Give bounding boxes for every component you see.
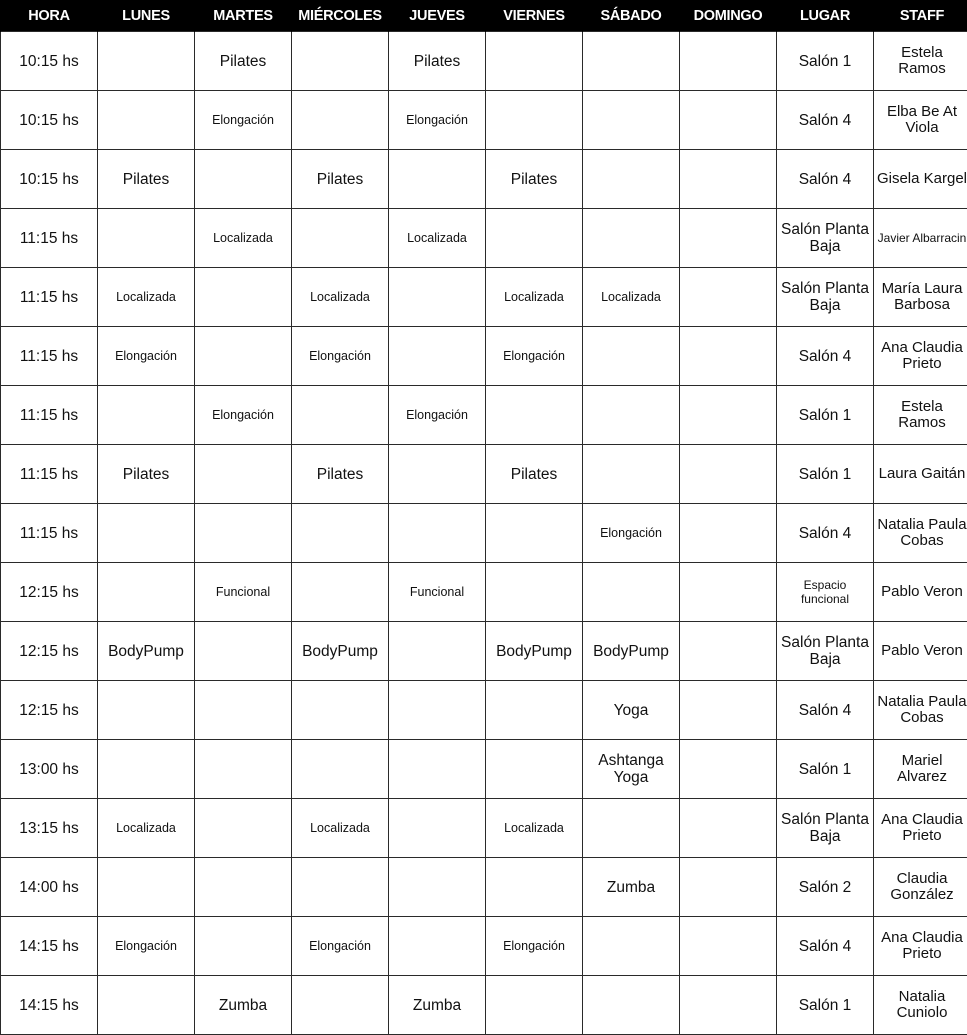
cell-sabado <box>583 563 680 622</box>
cell-staff: Laura Gaitán <box>874 445 967 504</box>
cell-domingo <box>680 858 777 917</box>
cell-lugar: Salón Planta Baja <box>777 622 874 681</box>
cell-martes: Elongación <box>195 386 292 445</box>
cell-miercoles: Localizada <box>292 799 389 858</box>
table-row <box>1 386 967 445</box>
cell-jueves: Elongación <box>389 91 486 150</box>
cell-domingo <box>680 32 777 91</box>
cell-jueves <box>389 858 486 917</box>
cell-sabado: BodyPump <box>583 622 680 681</box>
cell-hora: 11:15 hs <box>1 445 98 504</box>
cell-viernes: Pilates <box>486 150 583 209</box>
cell-hora: 14:15 hs <box>1 917 98 976</box>
header-lunes: LUNES <box>98 0 195 32</box>
cell-hora: 11:15 hs <box>1 504 98 563</box>
cell-sabado <box>583 386 680 445</box>
schedule-header <box>1 0 967 32</box>
cell-jueves <box>389 622 486 681</box>
cell-martes <box>195 268 292 327</box>
table-row <box>1 150 967 209</box>
cell-martes <box>195 858 292 917</box>
header-hora: HORA <box>1 0 98 32</box>
cell-lunes <box>98 976 195 1035</box>
cell-domingo <box>680 445 777 504</box>
cell-viernes <box>486 858 583 917</box>
cell-jueves <box>389 268 486 327</box>
cell-domingo <box>680 327 777 386</box>
cell-jueves <box>389 445 486 504</box>
cell-domingo <box>680 622 777 681</box>
cell-lunes: Pilates <box>98 445 195 504</box>
cell-sabado: Ashtanga Yoga <box>583 740 680 799</box>
cell-martes <box>195 740 292 799</box>
cell-hora: 13:00 hs <box>1 740 98 799</box>
cell-staff: Javier Albarracin <box>874 209 967 268</box>
cell-lunes <box>98 32 195 91</box>
cell-staff: Ana Claudia Prieto <box>874 917 967 976</box>
header-jueves: JUEVES <box>389 0 486 32</box>
cell-viernes: Elongación <box>486 327 583 386</box>
cell-staff: Natalia Paula Cobas <box>874 504 967 563</box>
table-row <box>1 268 967 327</box>
table-row <box>1 976 967 1035</box>
cell-lugar: Salón 4 <box>777 681 874 740</box>
cell-lugar: Salón 4 <box>777 504 874 563</box>
table-row <box>1 917 967 976</box>
cell-miercoles <box>292 504 389 563</box>
cell-hora: 12:15 hs <box>1 563 98 622</box>
header-miercoles: MIÉRCOLES <box>292 0 389 32</box>
cell-miercoles: Localizada <box>292 268 389 327</box>
cell-viernes <box>486 681 583 740</box>
cell-miercoles: BodyPump <box>292 622 389 681</box>
cell-jueves: Elongación <box>389 386 486 445</box>
cell-viernes <box>486 386 583 445</box>
cell-miercoles <box>292 209 389 268</box>
table-row <box>1 445 967 504</box>
cell-staff: Estela Ramos <box>874 386 967 445</box>
cell-hora: 12:15 hs <box>1 681 98 740</box>
cell-viernes <box>486 504 583 563</box>
table-row <box>1 504 967 563</box>
header-martes: MARTES <box>195 0 292 32</box>
cell-hora: 10:15 hs <box>1 91 98 150</box>
cell-jueves <box>389 917 486 976</box>
cell-lunes: Elongación <box>98 917 195 976</box>
cell-staff: Pablo Veron <box>874 563 967 622</box>
table-row <box>1 799 967 858</box>
cell-martes <box>195 681 292 740</box>
cell-staff: Gisela Kargel <box>874 150 967 209</box>
table-row <box>1 327 967 386</box>
cell-lugar: Espacio funcional <box>777 563 874 622</box>
cell-sabado <box>583 209 680 268</box>
cell-jueves <box>389 799 486 858</box>
cell-martes <box>195 150 292 209</box>
cell-staff: Estela Ramos <box>874 32 967 91</box>
cell-viernes: Pilates <box>486 445 583 504</box>
table-row <box>1 209 967 268</box>
table-row <box>1 858 967 917</box>
cell-staff: Claudia González <box>874 858 967 917</box>
cell-lunes: Pilates <box>98 150 195 209</box>
cell-miercoles <box>292 386 389 445</box>
cell-hora: 14:15 hs <box>1 976 98 1035</box>
cell-lunes <box>98 563 195 622</box>
cell-staff: Natalia Paula Cobas <box>874 681 967 740</box>
cell-martes: Localizada <box>195 209 292 268</box>
cell-domingo <box>680 799 777 858</box>
cell-lunes: Localizada <box>98 268 195 327</box>
cell-lunes: Localizada <box>98 799 195 858</box>
cell-martes <box>195 799 292 858</box>
cell-viernes <box>486 209 583 268</box>
table-row <box>1 740 967 799</box>
cell-hora: 14:00 hs <box>1 858 98 917</box>
cell-lugar: Salón 4 <box>777 327 874 386</box>
cell-staff: Elba Be At Viola <box>874 91 967 150</box>
cell-jueves: Pilates <box>389 32 486 91</box>
cell-staff: Ana Claudia Prieto <box>874 799 967 858</box>
cell-hora: 11:15 hs <box>1 327 98 386</box>
cell-domingo <box>680 976 777 1035</box>
cell-sabado <box>583 976 680 1035</box>
cell-miercoles: Elongación <box>292 917 389 976</box>
cell-viernes: Elongación <box>486 917 583 976</box>
cell-lunes: BodyPump <box>98 622 195 681</box>
cell-sabado: Localizada <box>583 268 680 327</box>
cell-jueves <box>389 681 486 740</box>
cell-staff: Ana Claudia Prieto <box>874 327 967 386</box>
cell-sabado: Yoga <box>583 681 680 740</box>
cell-martes <box>195 917 292 976</box>
cell-domingo <box>680 563 777 622</box>
cell-martes: Funcional <box>195 563 292 622</box>
cell-hora: 11:15 hs <box>1 209 98 268</box>
cell-lugar: Salón 4 <box>777 917 874 976</box>
cell-domingo <box>680 740 777 799</box>
cell-hora: 10:15 hs <box>1 150 98 209</box>
cell-lugar: Salón Planta Baja <box>777 209 874 268</box>
cell-sabado <box>583 32 680 91</box>
cell-hora: 13:15 hs <box>1 799 98 858</box>
cell-viernes <box>486 563 583 622</box>
cell-martes <box>195 445 292 504</box>
table-row <box>1 681 967 740</box>
cell-lugar: Salón Planta Baja <box>777 268 874 327</box>
cell-jueves <box>389 327 486 386</box>
cell-miercoles <box>292 32 389 91</box>
cell-lunes <box>98 681 195 740</box>
cell-staff: Pablo Veron <box>874 622 967 681</box>
cell-jueves: Localizada <box>389 209 486 268</box>
cell-lunes <box>98 740 195 799</box>
cell-lugar: Salón 2 <box>777 858 874 917</box>
cell-viernes: Localizada <box>486 268 583 327</box>
cell-miercoles: Elongación <box>292 327 389 386</box>
table-row <box>1 32 967 91</box>
cell-domingo <box>680 91 777 150</box>
cell-lugar: Salón 4 <box>777 91 874 150</box>
table-row <box>1 91 967 150</box>
cell-miercoles <box>292 976 389 1035</box>
cell-hora: 11:15 hs <box>1 268 98 327</box>
cell-lunes <box>98 209 195 268</box>
cell-hora: 10:15 hs <box>1 32 98 91</box>
cell-sabado <box>583 917 680 976</box>
cell-miercoles <box>292 858 389 917</box>
cell-jueves <box>389 740 486 799</box>
cell-lunes <box>98 504 195 563</box>
cell-lunes <box>98 386 195 445</box>
cell-sabado: Elongación <box>583 504 680 563</box>
header-domingo: DOMINGO <box>680 0 777 32</box>
cell-martes: Elongación <box>195 91 292 150</box>
cell-miercoles <box>292 740 389 799</box>
cell-martes: Pilates <box>195 32 292 91</box>
cell-jueves <box>389 150 486 209</box>
cell-lunes <box>98 91 195 150</box>
cell-martes <box>195 504 292 563</box>
cell-lugar: Salón 1 <box>777 32 874 91</box>
header-staff: STAFF <box>874 0 967 32</box>
cell-staff: Mariel Alvarez <box>874 740 967 799</box>
cell-lugar: Salón Planta Baja <box>777 799 874 858</box>
cell-jueves <box>389 504 486 563</box>
cell-lugar: Salón 1 <box>777 386 874 445</box>
cell-sabado <box>583 327 680 386</box>
cell-staff: María Laura Barbosa <box>874 268 967 327</box>
cell-domingo <box>680 209 777 268</box>
cell-domingo <box>680 917 777 976</box>
header-viernes: VIERNES <box>486 0 583 32</box>
cell-jueves: Zumba <box>389 976 486 1035</box>
cell-hora: 12:15 hs <box>1 622 98 681</box>
cell-jueves: Funcional <box>389 563 486 622</box>
cell-sabado <box>583 445 680 504</box>
cell-lugar: Salón 1 <box>777 976 874 1035</box>
cell-lugar: Salón 4 <box>777 150 874 209</box>
table-row <box>1 563 967 622</box>
header-sabado: SÁBADO <box>583 0 680 32</box>
cell-domingo <box>680 150 777 209</box>
cell-sabado <box>583 150 680 209</box>
header-lugar: LUGAR <box>777 0 874 32</box>
cell-sabado: Zumba <box>583 858 680 917</box>
cell-viernes <box>486 91 583 150</box>
cell-lugar: Salón 1 <box>777 445 874 504</box>
cell-viernes <box>486 740 583 799</box>
table-row <box>1 622 967 681</box>
cell-miercoles <box>292 681 389 740</box>
cell-miercoles <box>292 563 389 622</box>
cell-lugar: Salón 1 <box>777 740 874 799</box>
cell-domingo <box>680 681 777 740</box>
cell-miercoles <box>292 91 389 150</box>
cell-domingo <box>680 504 777 563</box>
header-row <box>1 0 967 32</box>
cell-martes <box>195 622 292 681</box>
cell-miercoles: Pilates <box>292 445 389 504</box>
cell-lunes <box>98 858 195 917</box>
cell-miercoles: Pilates <box>292 150 389 209</box>
schedule-body <box>1 32 967 1035</box>
cell-martes <box>195 327 292 386</box>
cell-viernes <box>486 32 583 91</box>
cell-hora: 11:15 hs <box>1 386 98 445</box>
cell-sabado <box>583 91 680 150</box>
cell-martes: Zumba <box>195 976 292 1035</box>
cell-viernes: BodyPump <box>486 622 583 681</box>
cell-domingo <box>680 268 777 327</box>
cell-sabado <box>583 799 680 858</box>
cell-viernes: Localizada <box>486 799 583 858</box>
cell-domingo <box>680 386 777 445</box>
cell-viernes <box>486 976 583 1035</box>
cell-staff: Natalia Cuniolo <box>874 976 967 1035</box>
cell-lunes: Elongación <box>98 327 195 386</box>
